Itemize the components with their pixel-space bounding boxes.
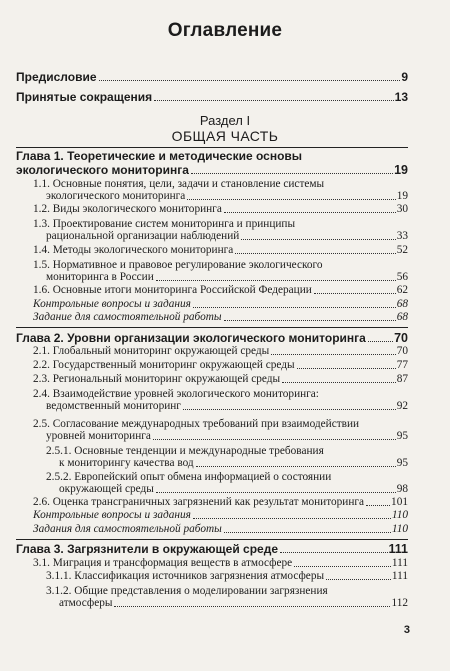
toc-entry-1-2[interactable] bbox=[33, 203, 408, 215]
toc-entry-2-5-1[interactable] bbox=[59, 457, 408, 469]
entry-page: 112 bbox=[391, 597, 408, 609]
dot-leader bbox=[235, 253, 395, 254]
toc-entry-preface[interactable] bbox=[16, 71, 408, 83]
entry-page: 98 bbox=[396, 483, 408, 495]
toc-entry-3-1-2[interactable] bbox=[59, 597, 408, 609]
toc-entry-3-1-2-line1[interactable]: 3.1.2. Общие представления о моделировании загрязнения bbox=[46, 585, 328, 597]
entry-title: 3.1. Миграция и трансформация веществ в атмосфере bbox=[33, 557, 293, 569]
toc-entry-1-3[interactable] bbox=[46, 230, 408, 242]
dot-leader bbox=[314, 293, 396, 294]
dot-leader bbox=[196, 466, 396, 467]
toc-entry-2-1[interactable] bbox=[33, 345, 408, 357]
entry-page: 92 bbox=[396, 400, 408, 412]
entry-page: 70 bbox=[394, 331, 408, 345]
entry-title: 1.4. Методы экологического мониторинга bbox=[33, 244, 234, 256]
entry-title: 2.3. Региональный мониторинг окружающей среды bbox=[33, 373, 281, 385]
toc-entry-3-1-1[interactable] bbox=[46, 570, 408, 582]
entry-page: 95 bbox=[396, 430, 408, 442]
dot-leader bbox=[294, 566, 391, 567]
entry-page: 13 bbox=[394, 90, 408, 104]
toc-entry-1-1-line1[interactable]: 1.1. Основные понятия, цели, задачи и становление системы bbox=[33, 178, 325, 190]
toc-entry-1-1[interactable] bbox=[46, 190, 408, 202]
toc-entry-3-1[interactable] bbox=[33, 557, 408, 569]
toc-entry-2-4-line1[interactable]: 2.4. Взаимодействие уровней экологического мониторинга: bbox=[33, 388, 319, 400]
entry-title: Контрольные вопросы и задания bbox=[33, 509, 191, 521]
dot-leader bbox=[193, 518, 391, 519]
toc-entry-2-5-2[interactable] bbox=[59, 483, 408, 495]
toc-entry-chapter-2[interactable] bbox=[16, 332, 408, 344]
entry-title: 1.2. Виды экологического мониторинга bbox=[33, 203, 222, 215]
entry-page: 62 bbox=[396, 284, 408, 296]
entry-title: Глава 2. Уровни организации экологического мониторинга bbox=[16, 331, 366, 345]
entry-title: 3.1.1. Классификация источников загрязнения атмосферы bbox=[46, 570, 325, 582]
toc-entry-1-5[interactable] bbox=[46, 271, 408, 283]
entry-page: 30 bbox=[396, 203, 408, 215]
dot-leader bbox=[224, 212, 396, 213]
dot-leader bbox=[326, 579, 391, 580]
entry-page: 111 bbox=[391, 557, 408, 569]
dot-leader bbox=[241, 239, 395, 240]
entry-page: 87 bbox=[396, 373, 408, 385]
entry-title: Предисловие bbox=[16, 70, 97, 84]
entry-page: 70 bbox=[396, 345, 408, 357]
entry-title: Принятые сокращения bbox=[16, 90, 153, 104]
entry-title: 1.6. Основные итоги мониторинга Российской Федерации bbox=[33, 284, 312, 296]
entry-page: 101 bbox=[391, 496, 408, 508]
entry-title: экологического мониторинга bbox=[16, 163, 189, 177]
dot-leader bbox=[282, 382, 396, 383]
toc-entry-2-3[interactable] bbox=[33, 373, 408, 385]
chapter-divider bbox=[16, 539, 408, 540]
toc-entry-1-6[interactable] bbox=[33, 284, 408, 296]
entry-page: 33 bbox=[396, 230, 408, 242]
toc-entry-chapter-1[interactable] bbox=[16, 164, 408, 176]
dot-leader bbox=[153, 439, 396, 440]
toc-entry-abbreviations[interactable] bbox=[16, 91, 408, 103]
entry-page: 19 bbox=[394, 163, 408, 177]
toc-entry-ch1-questions[interactable] bbox=[33, 298, 408, 310]
dot-leader bbox=[183, 409, 396, 410]
entry-page: 56 bbox=[396, 271, 408, 283]
entry-title: Задания для самостоятельной работы bbox=[33, 523, 222, 535]
dot-leader bbox=[191, 173, 393, 174]
entry-title: мониторинга в России bbox=[46, 271, 154, 283]
toc-entry-2-5-1-line1[interactable]: 2.5.1. Основные тенденции и международные требования bbox=[46, 445, 324, 457]
dot-leader bbox=[368, 341, 393, 342]
dot-leader bbox=[193, 307, 396, 308]
toc-entry-1-3-line1[interactable]: 1.3. Проектирование систем мониторинга и принципы bbox=[33, 218, 296, 230]
toc-entry-2-6[interactable] bbox=[33, 496, 408, 508]
entry-title: 2.1. Глобальный мониторинг окружающей среды bbox=[33, 345, 270, 357]
dot-leader bbox=[224, 532, 391, 533]
toc-entry-chapter-3[interactable] bbox=[16, 543, 408, 555]
toc-entry-ch1-assignment[interactable] bbox=[33, 311, 408, 323]
entry-title: Контрольные вопросы и задания bbox=[33, 298, 191, 310]
dot-leader bbox=[114, 606, 390, 607]
entry-page: 52 bbox=[396, 244, 408, 256]
entry-page: 111 bbox=[391, 570, 408, 582]
entry-page: 110 bbox=[391, 509, 408, 521]
dot-leader bbox=[154, 100, 393, 101]
chapter-1-title-line1[interactable]: Глава 1. Теоретические и методические основы bbox=[16, 149, 303, 163]
toc-entry-1-5-line1[interactable]: 1.5. Нормативное и правовое регулирование экологического bbox=[33, 259, 323, 271]
entry-title: Глава 3. Загрязнители в окружающей среде bbox=[16, 542, 279, 556]
entry-title: к мониторингу качества вод bbox=[59, 457, 194, 469]
toc-entry-2-5[interactable] bbox=[46, 430, 408, 442]
toc-entry-ch2-questions[interactable] bbox=[33, 509, 408, 521]
entry-page: 95 bbox=[396, 457, 408, 469]
entry-page: 9 bbox=[401, 70, 408, 84]
toc-entry-2-5-line1[interactable]: 2.5. Согласование международных требований при взаимодействии bbox=[33, 418, 360, 430]
entry-title: Задание для самостоятельной работы bbox=[33, 311, 222, 323]
dot-leader bbox=[187, 199, 395, 200]
entry-title: 2.6. Оценка трансграничных загрязнений как результат мониторинга bbox=[33, 496, 365, 508]
entry-title: окружающей среды bbox=[59, 483, 154, 495]
page-number: 3 bbox=[403, 624, 410, 636]
dot-leader bbox=[297, 368, 396, 369]
entry-page: 77 bbox=[396, 359, 408, 371]
chapter-divider bbox=[16, 147, 408, 148]
chapter-divider bbox=[16, 327, 408, 328]
dot-leader bbox=[280, 552, 388, 553]
entry-title: ведомственный мониторинг bbox=[46, 400, 181, 412]
toc-heading: Оглавление bbox=[167, 20, 283, 41]
entry-page: 68 bbox=[396, 311, 408, 323]
entry-page: 110 bbox=[391, 523, 408, 535]
entry-title: 2.2. Государственный мониторинг окружающей среды bbox=[33, 359, 295, 371]
dot-leader bbox=[271, 354, 395, 355]
section-name: ОБЩАЯ ЧАСТЬ bbox=[171, 128, 279, 144]
entry-title: уровней мониторинга bbox=[46, 430, 151, 442]
dot-leader bbox=[99, 80, 401, 81]
entry-page: 68 bbox=[396, 298, 408, 310]
entry-page: 19 bbox=[396, 190, 408, 202]
entry-title: рациональной организации наблюдений bbox=[46, 230, 240, 242]
dot-leader bbox=[224, 320, 396, 321]
dot-leader bbox=[156, 280, 396, 281]
dot-leader bbox=[156, 492, 396, 493]
entry-title: атмосферы bbox=[59, 597, 113, 609]
toc-entry-2-2[interactable] bbox=[33, 359, 408, 371]
dot-leader bbox=[366, 505, 390, 506]
section-label: Раздел I bbox=[199, 113, 251, 128]
toc-entry-1-4[interactable] bbox=[33, 244, 408, 256]
entry-title: экологического мониторинга bbox=[46, 190, 186, 202]
entry-page: 111 bbox=[388, 542, 408, 556]
toc-entry-2-4[interactable] bbox=[46, 400, 408, 412]
toc-entry-2-5-2-line1[interactable]: 2.5.2. Европейский опыт обмена информацией о состоянии bbox=[46, 471, 332, 483]
toc-entry-ch2-assignments[interactable] bbox=[33, 523, 408, 535]
